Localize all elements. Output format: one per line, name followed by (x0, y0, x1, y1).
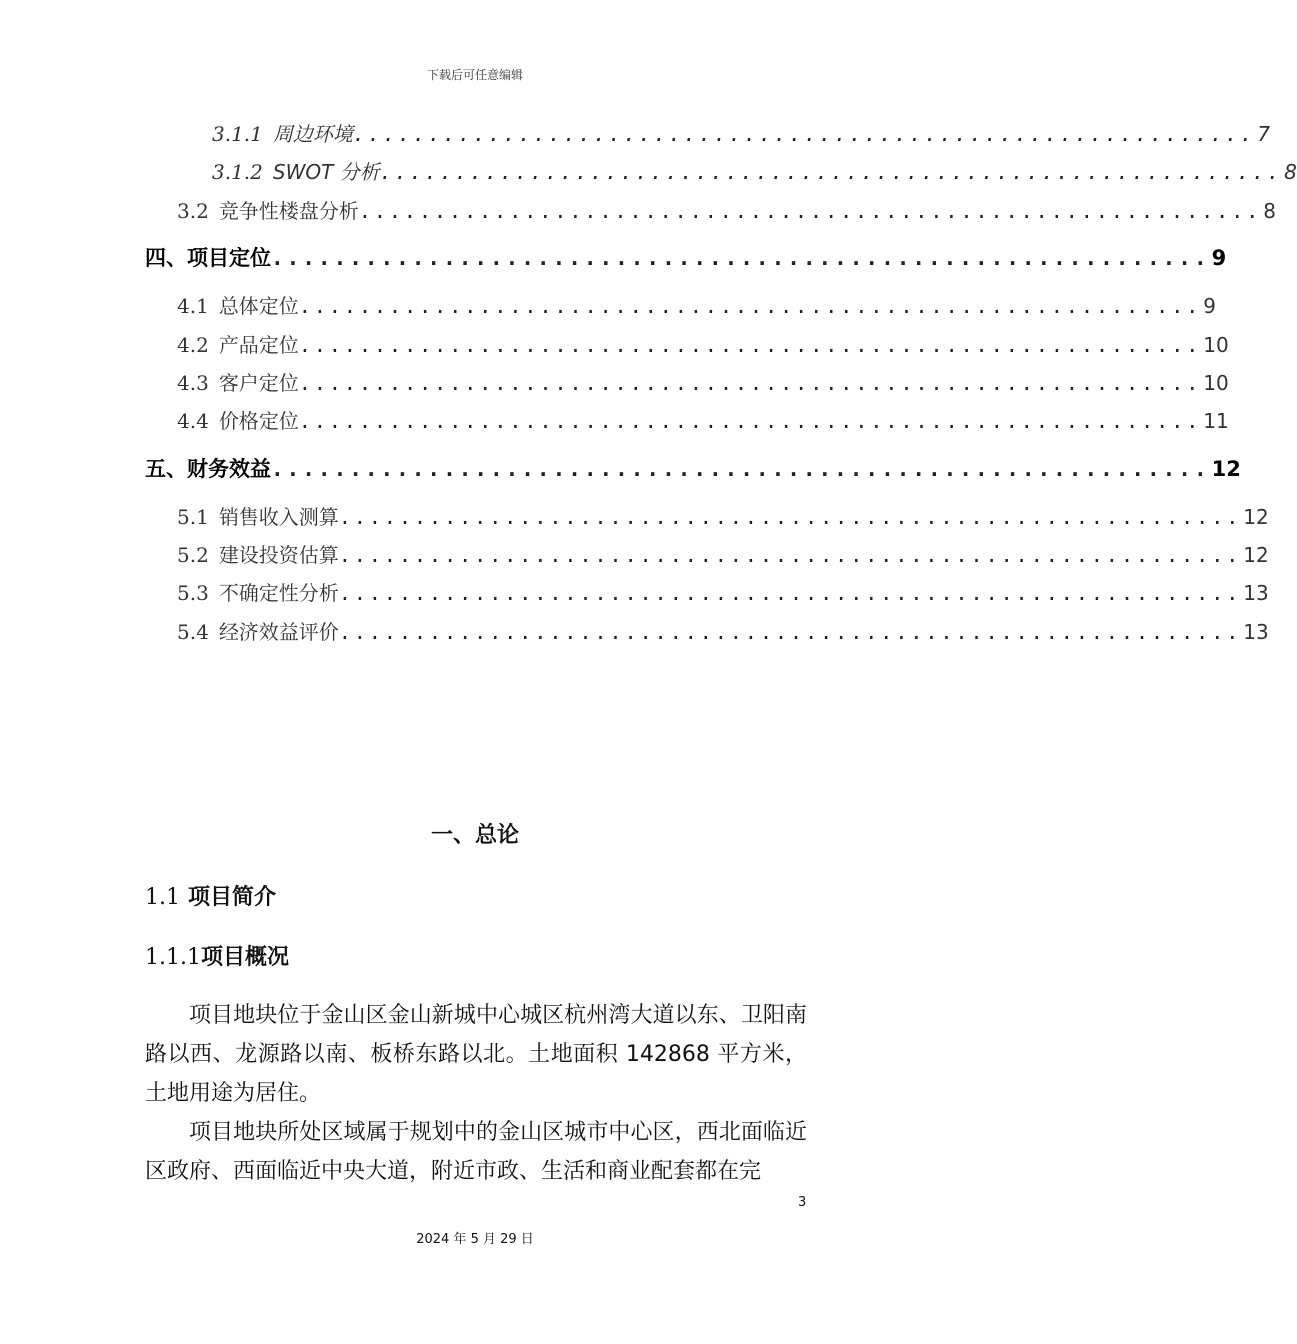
toc-entry-number: 4.3 (177, 371, 209, 395)
subsection-title: 项目概况 (200, 945, 289, 970)
section-title: 项目简介 (188, 885, 277, 910)
body-paragraph: 项目地块所处区域属于规划中的金山区城市中心区，西北面临近区政府、西面临近中央大道，附近市政、生活和商业配套都在完 (145, 1120, 807, 1184)
toc-leader-dots: ............................................................ (271, 246, 1210, 270)
toc-entry[interactable] (212, 156, 1297, 186)
toc-entry[interactable] (177, 539, 1269, 569)
toc-leader-dots: ............................................................ (352, 122, 1256, 146)
toc-entry[interactable] (177, 290, 1217, 320)
toc-entry[interactable] (177, 195, 1277, 225)
page-number: 3 (798, 1195, 807, 1210)
toc-entry-number: 5.1 (177, 505, 209, 529)
toc-entry[interactable] (177, 616, 1269, 646)
toc-entry[interactable] (145, 242, 1227, 272)
toc-entry-number: 3.1.2 (212, 160, 263, 184)
toc-entry-title: SWOT 分析 (272, 160, 380, 184)
toc-entry-page: 11 (1203, 409, 1229, 433)
toc-entry-number: 5.2 (177, 543, 209, 567)
section-number: 1.1 (145, 885, 180, 910)
toc-entry-number: 4.4 (177, 409, 209, 433)
toc-entry-page: 12 (1211, 457, 1241, 481)
toc-leader-dots: ............................................................ (379, 160, 1283, 184)
toc-leader-dots: ............................................................ (298, 371, 1202, 395)
toc-entry-title: 经济效益评价 (218, 620, 339, 644)
toc-entry[interactable] (177, 367, 1229, 397)
body-paragraph: 项目地块位于金山区金山新城中心城区杭州湾大道以东、卫阳南路以西、龙源路以南、板桥东路以北。土地面积 142868 平方米，土地用途为居住。 (145, 1003, 807, 1106)
toc-entry-number: 4.1 (177, 294, 209, 318)
toc-entry-title: 竞争性楼盘分析 (218, 199, 359, 223)
toc-entry-page: 9 (1203, 294, 1217, 318)
toc-entry[interactable] (177, 577, 1269, 607)
toc-leader-dots: ............................................................ (358, 199, 1262, 223)
toc-leader-dots: ............................................................ (298, 333, 1202, 357)
toc-leader-dots: ............................................................ (298, 294, 1202, 318)
toc-leader-dots: ............................................................ (338, 543, 1242, 567)
toc-entry-page: 8 (1263, 199, 1277, 223)
toc-entry-title: 四、项目定位 (145, 246, 271, 270)
toc-leader-dots: ............................................................ (271, 457, 1210, 481)
toc-leader-dots: ............................................................ (338, 620, 1242, 644)
toc-entry-page: 9 (1211, 246, 1227, 270)
toc-entry-number: 5.3 (177, 581, 209, 605)
toc-entry[interactable] (177, 329, 1229, 359)
toc-entry-number: 5.4 (177, 620, 209, 644)
section-heading (145, 880, 276, 911)
toc-entry-page: 12 (1243, 543, 1269, 567)
toc-entry-title: 周边环境 (272, 122, 353, 146)
toc-entry-number: 3.1.1 (212, 122, 263, 146)
toc-entry-page: 13 (1243, 620, 1269, 644)
footer-date: 2024 年 5 月 29 日 (416, 1232, 534, 1247)
toc-entry-title: 价格定位 (218, 409, 299, 433)
toc-entry-page: 10 (1203, 371, 1229, 395)
toc-entry-page: 7 (1257, 122, 1271, 146)
header-note: 下载后可任意编辑 (426, 68, 523, 82)
toc-entry[interactable] (145, 453, 1241, 483)
subsection-heading (145, 940, 289, 971)
toc-entry-title: 总体定位 (218, 294, 299, 318)
toc-entry[interactable] (177, 501, 1269, 531)
toc-leader-dots: ............................................................ (298, 409, 1202, 433)
toc-entry-page: 8 (1284, 160, 1297, 184)
toc-entry-title: 客户定位 (218, 371, 299, 395)
toc-entry-title: 五、财务效益 (145, 457, 271, 481)
toc-entry-title: 建设投资估算 (218, 543, 339, 567)
toc-entry-page: 12 (1243, 505, 1269, 529)
toc-entry-page: 10 (1203, 333, 1229, 357)
toc-entry-number: 3.2 (177, 199, 209, 223)
toc-entry[interactable] (212, 118, 1271, 148)
subsection-number: 1.1.1 (145, 945, 201, 970)
chapter-title: 一、总论 (430, 823, 519, 848)
toc-entry-title: 销售收入测算 (218, 505, 339, 529)
toc-entry-number: 4.2 (177, 333, 209, 357)
toc-entry-title: 不确定性分析 (218, 581, 339, 605)
toc-entry[interactable] (177, 405, 1229, 435)
toc-leader-dots: ............................................................ (338, 505, 1242, 529)
toc-entry-title: 产品定位 (218, 333, 299, 357)
toc-leader-dots: ............................................................ (338, 581, 1242, 605)
toc-entry-page: 13 (1243, 581, 1269, 605)
